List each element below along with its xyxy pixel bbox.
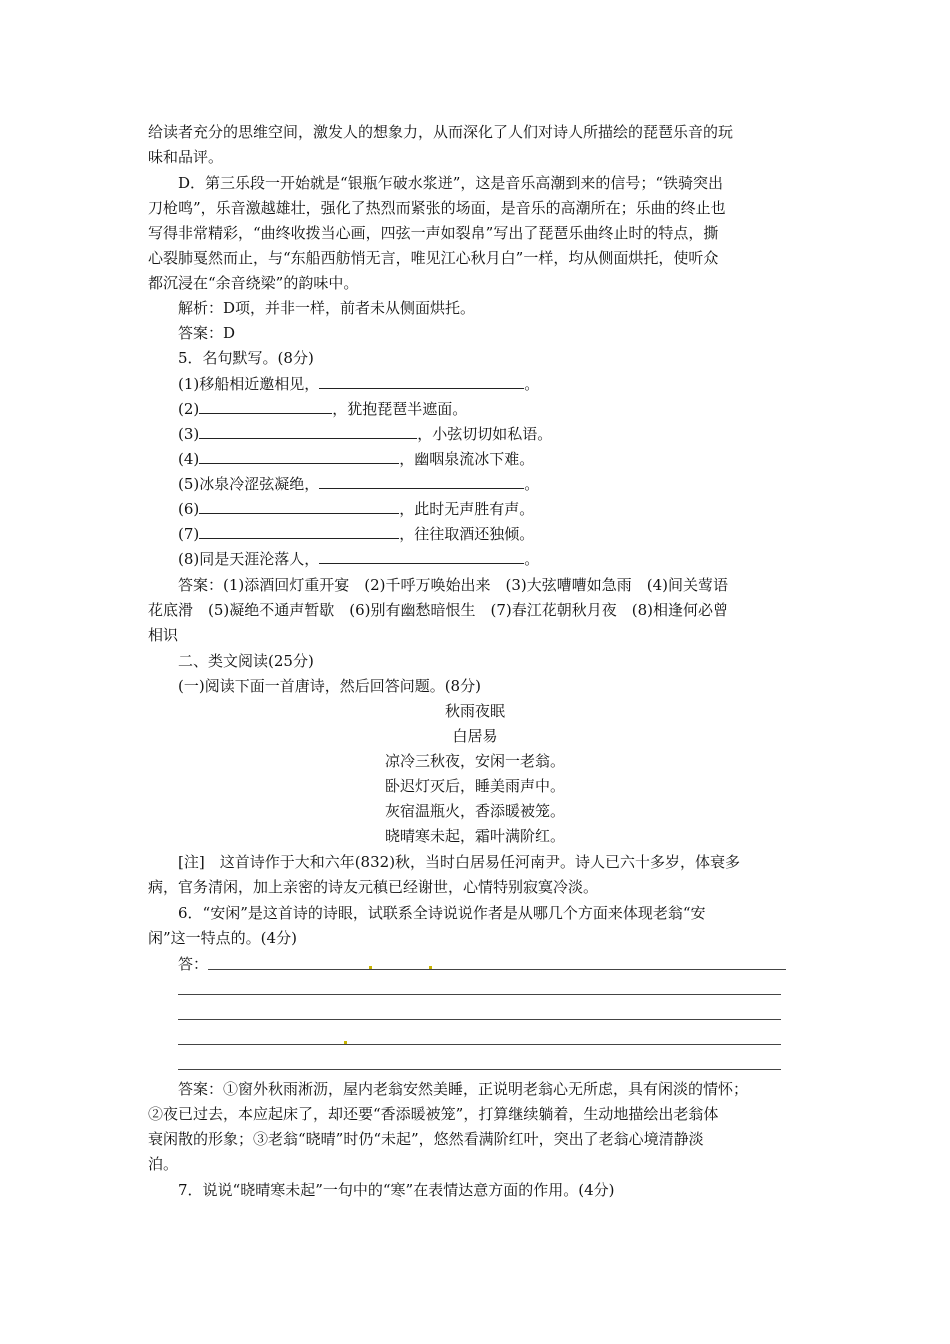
blank-line[interactable] <box>199 449 399 464</box>
answer-line[interactable] <box>178 1069 781 1070</box>
stray-mark <box>344 1041 347 1044</box>
option-d-line: 刀枪鸣”，乐音激越雄壮，强化了热烈而紧张的场面，是音乐的高潮所在；乐曲的终止也 <box>148 199 726 217</box>
poem-line: 凉冷三秋夜，安闲一老翁。 <box>384 752 565 770</box>
stray-mark <box>369 966 372 969</box>
answer-line[interactable] <box>178 1019 781 1020</box>
fill-blank-6: (6) ，此时无声胜有声。 <box>178 500 535 518</box>
answer-label: 答： <box>178 955 209 973</box>
answer-6-line: 衰闲散的形象；③老翁“晓晴”时仍“未起”，悠然看满阶红叶，突出了老翁心境清静淡 <box>148 1130 704 1148</box>
poem-line: 晓晴寒未起，霜叶满阶红。 <box>384 827 565 845</box>
stray-mark <box>429 966 432 969</box>
fill-blank-2: (2) ，犹抱琵琶半遮面。 <box>178 400 468 418</box>
answer-line[interactable] <box>178 1044 781 1045</box>
question-6-line: 6．“安闲”是这首诗的诗眼，试联系全诗说说作者是从哪几个方面来体现老翁“安 <box>178 904 706 922</box>
fill-blank-4: (4) ，幽咽泉流冰下难。 <box>178 450 535 468</box>
answer-text: 答案：D <box>178 324 236 342</box>
fill-blank-7: (7) ，往往取酒还独倾。 <box>178 525 535 543</box>
blank-line[interactable] <box>199 524 399 539</box>
answer-5-line: 花底滑 (5)凝绝不通声暂歇 (6)别有幽愁暗恨生 (7)春江花朝秋月夜 (8)相逢何必曾 <box>148 601 728 619</box>
answer-5-line: 答案：(1)添酒回灯重开宴 (2)千呼万唤始出来 (3)大弦嘈嘈如急雨 (4)间关莺语 <box>178 576 728 594</box>
fill-blank-3: (3) ，小弦切切如私语。 <box>178 425 553 443</box>
answer-5-line: 相识 <box>148 626 179 644</box>
blank-line[interactable] <box>199 424 417 439</box>
blank-line[interactable] <box>199 499 399 514</box>
poem-line: 灰宿温瓶火，香添暖被笼。 <box>384 802 565 820</box>
answer-6-line: 答案：①窗外秋雨淅沥，屋内老翁安然美睡，正说明老翁心无所虑，具有闲淡的情怀； <box>178 1080 749 1098</box>
fill-blank-8: (8)同是天涯沦落人， 。 <box>178 550 540 568</box>
option-d-line: 心裂肺戛然而止，与“东船西舫悄无言，唯见江心秋月白”一样，均从侧面烘托，使听众 <box>148 249 719 267</box>
answer-6-line: 泊。 <box>148 1155 179 1173</box>
analysis-text: 解析：D项，并非一样，前者未从侧面烘托。 <box>178 299 476 317</box>
paragraph-line: 给读者充分的思维空间，激发人的想象力，从而深化了人们对诗人所描绘的琵琶乐音的玩 <box>148 123 734 141</box>
fill-blank-5: (5)冰泉冷涩弦凝绝， 。 <box>178 475 540 493</box>
blank-line[interactable] <box>319 474 524 489</box>
note-line: 病，官务清闲，加上亲密的诗友元稹已经谢世，心情特别寂寞冷淡。 <box>148 878 599 896</box>
poem-title: 秋雨夜眠 <box>444 702 505 720</box>
question-6-line: 闲”这一特点的。(4分) <box>148 929 297 947</box>
poem-author: 白居易 <box>452 727 498 745</box>
blank-line[interactable] <box>319 374 524 389</box>
question-5-title: 5．名句默写。(8分) <box>178 349 314 367</box>
option-d-line: 都沉浸在“余音绕梁”的韵味中。 <box>148 274 359 292</box>
blank-line[interactable] <box>319 549 524 564</box>
option-d-line: D．第三乐段一开始就是“银瓶乍破水浆迸”，这是音乐高潮到来的信号；“铁骑突出 <box>178 174 724 192</box>
answer-line[interactable] <box>208 969 786 970</box>
answer-6-line: ②夜已过去，本应起床了，却还要“香添暖被笼”，打算继续躺着，生动地描绘出老翁体 <box>148 1105 719 1123</box>
section-2-instruction: (一)阅读下面一首唐诗，然后回答问题。(8分) <box>178 677 481 695</box>
answer-line[interactable] <box>178 994 781 995</box>
poem-line: 卧迟灯灭后，睡美雨声中。 <box>384 777 565 795</box>
option-d-line: 写得非常精彩，“曲终收拨当心画，四弦一声如裂帛”写出了琵琶乐曲终止时的特点，撕 <box>148 224 719 242</box>
section-2-title: 二、类文阅读(25分) <box>178 652 314 670</box>
blank-line[interactable] <box>199 399 332 414</box>
note-line: [注] 这首诗作于大和六年(832)秋，当时白居易任河南尹。诗人已六十多岁，体衰多 <box>178 853 741 871</box>
paragraph-line: 味和品评。 <box>148 148 224 166</box>
fill-blank-1: (1)移船相近邀相见， 。 <box>178 375 540 393</box>
question-7-line: 7．说说“晓晴寒未起”一句中的“寒”在表情达意方面的作用。(4分) <box>178 1181 615 1199</box>
